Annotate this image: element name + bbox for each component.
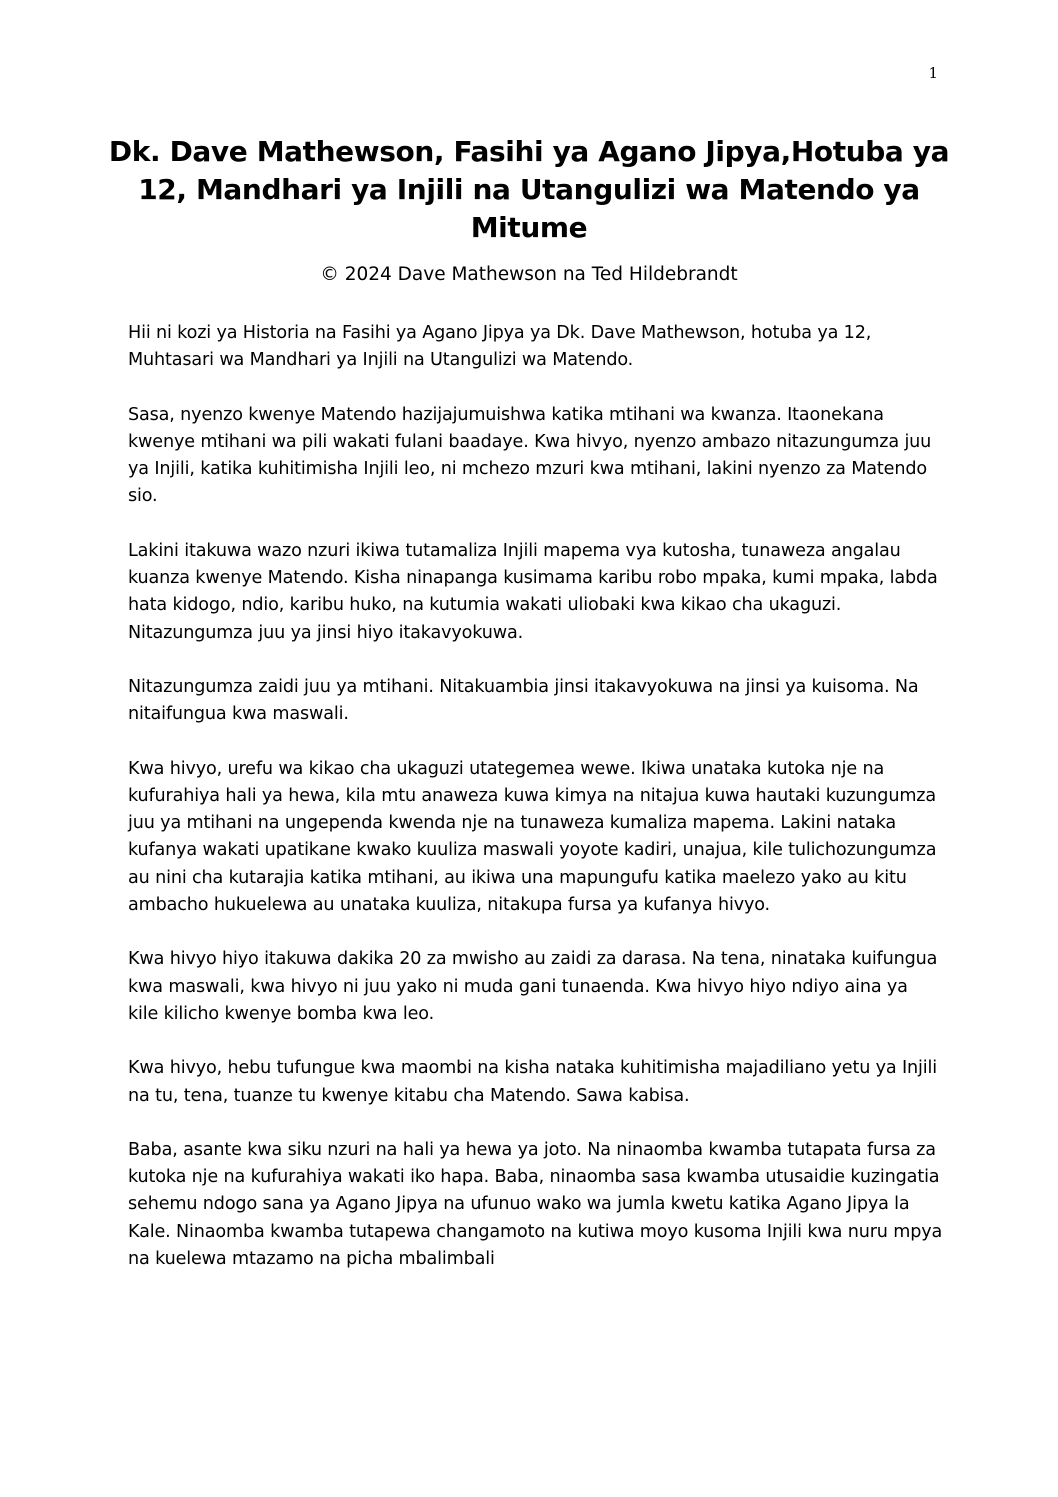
body-paragraph: Kwa hivyo, urefu wa kikao cha ukaguzi utategemea wewe. Ikiwa unataka kutoka nje na kufurahiya hali ya hewa, kila mtu anaweza kuwa kimya na nitajua kuwa hautaki kuzungumza juu ya mtihani na ungependa kwenda nje na tunaweza kumaliza mapema. Lakini nataka kufanya wakati upatikane kwako kuuliza maswali yoyote kadiri, unajua, kile tulichozungumza au nini cha kutarajia katika mtihani, au ikiwa una mapungufu katika maelezo yako au kitu ambacho hukuelewa au unataka kuuliza, nitakupa fursa ya kufanya hivyo. xyxy=(128,758,937,916)
body-paragraph: Kwa hivyo hiyo itakuwa dakika 20 za mwisho au zaidi za darasa. Na tena, ninataka kuifungua kwa maswali, kwa hivyo ni juu yako ni muda gani tunaenda. Kwa hivyo hiyo ndiyo aina ya kile kilicho kwenye bomba kwa leo. xyxy=(128,949,938,1024)
body-paragraph: Baba, asante kwa siku nzuri na hali ya hewa ya joto. Na ninaomba kwamba tutapata fursa za kutoka nje na kufurahiya wakati iko hapa. Baba, ninaomba sasa kwamba utusaidie kuzingatia sehemu ndogo sana ya Agano Jipya na ufunuo wako wa jumla kwetu katika Agano Jipya la Kale. Ninaomba kwamba tutapewa changamoto na kutiwa moyo kusoma Injili kwa nuru mpya na kuelewa mtazamo na picha mbalimbali xyxy=(128,1139,943,1270)
page-number: 1 xyxy=(928,64,938,82)
copyright-line: © 2024 Dave Mathewson na Ted Hildebrandt xyxy=(320,264,738,285)
document-body xyxy=(128,320,943,1300)
body-paragraph: Sasa, nyenzo kwenye Matendo hazijajumuishwa katika mtihani wa kwanza. Itaonekana kwenye mtihani wa pili wakati fulani baadaye. Kwa hivyo, nyenzo ambazo nitazungumza juu ya Injili, katika kuhitimisha Injili leo, ni mchezo mzuri kwa mtihani, lakini nyenzo za Matendo sio. xyxy=(128,404,932,507)
body-paragraph: Lakini itakuwa wazo nzuri ikiwa tutamaliza Injili mapema vya kutosha, tunaweza angalau kuanza kwenye Matendo. Kisha ninapanga kusimama karibu robo mpaka, kumi mpaka, labda hata kidogo, ndio, karibu huko, na kutumia wakati uliobaki kwa kikao cha ukaguzi. Nitazungumza juu ya jinsi hiyo itakavyokuwa. xyxy=(128,540,938,643)
body-paragraph: Nitazungumza zaidi juu ya mtihani. Nitakuambia jinsi itakavyokuwa na jinsi ya kuisoma. Na nitaifungua kwa maswali. xyxy=(128,676,919,725)
body-paragraph: Kwa hivyo, hebu tufungue kwa maombi na kisha nataka kuhitimisha majadiliano yetu ya Injili na tu, tena, tuanze tu kwenye kitabu cha Matendo. Sawa kabisa. xyxy=(128,1058,937,1106)
document-title: Dk. Dave Mathewson, Fasihi ya Agano Jipya,Hotuba ya 12, Mandhari ya Injili na Utangulizi wa Matendo ya Mitume xyxy=(108,135,950,244)
body-paragraph: Hii ni kozi ya Historia na Fasihi ya Agano Jipya ya Dk. Dave Mathewson, hotuba ya 12, Muhtasari wa Mandhari ya Injili na Utangulizi wa Matendo. xyxy=(128,323,872,371)
